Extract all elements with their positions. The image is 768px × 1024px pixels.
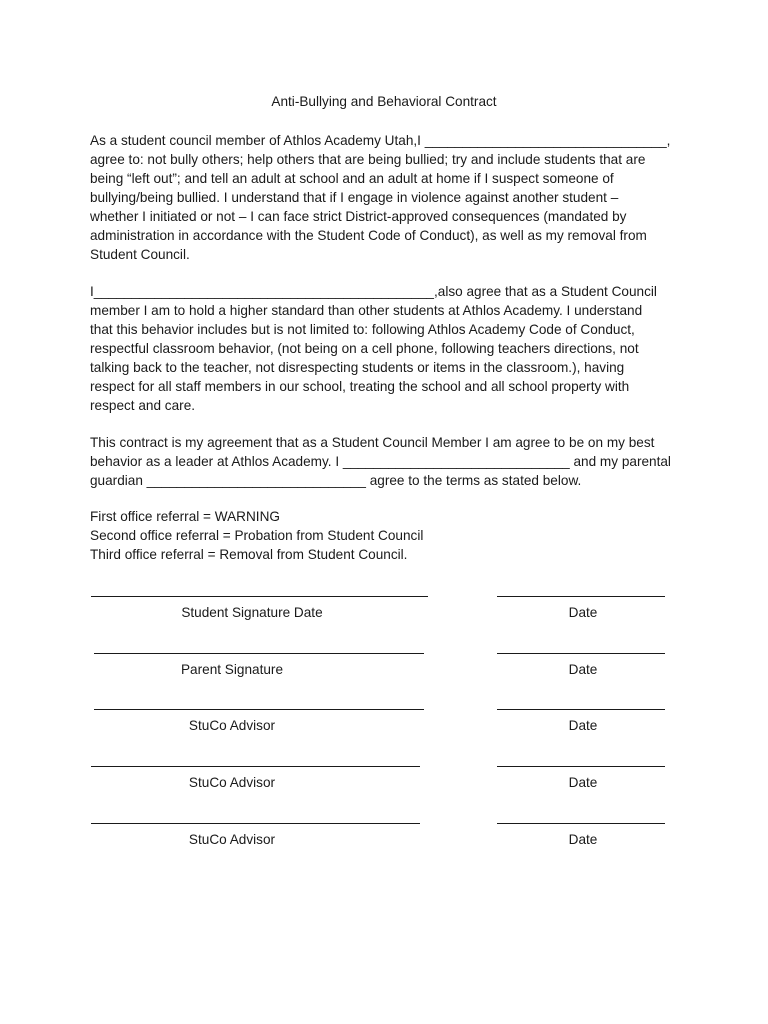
date-label: Date xyxy=(568,662,598,677)
signature-label: Parent Signature xyxy=(180,662,284,677)
text-line: I_____________________________________________,also agree that as a Student Council xyxy=(90,284,657,299)
date-line[interactable] xyxy=(497,823,665,824)
signature-label: StuCo Advisor xyxy=(188,718,276,733)
text-line: administration in accordance with the Student Code of Conduct), as well as my removal from xyxy=(90,228,647,243)
signature-label: Student Signature Date xyxy=(181,605,323,620)
date-line[interactable] xyxy=(497,766,665,767)
text-line: This contract is my agreement that as a Student Council Member I am agree to be on my best xyxy=(90,435,655,450)
signature-row-student xyxy=(0,596,768,636)
referral-list xyxy=(90,507,680,564)
date-line[interactable] xyxy=(497,596,665,597)
document-title: Anti-Bullying and Behavioral Contract xyxy=(271,94,497,109)
referral-item: Third office referral = Removal from Student Council. xyxy=(90,547,408,562)
text-line: being “left out”; and tell an adult at school and an adult at home if I suspect someone of xyxy=(90,171,614,186)
signature-line[interactable] xyxy=(91,823,420,824)
signature-line[interactable] xyxy=(94,653,424,654)
date-label: Date xyxy=(568,832,598,847)
text-line: guardian _____________________________ agree to the terms as stated below. xyxy=(90,473,582,488)
paragraph-standards xyxy=(90,282,680,415)
signature-line[interactable] xyxy=(94,709,424,710)
signature-row-advisor-2 xyxy=(0,766,768,806)
signature-label: StuCo Advisor xyxy=(188,832,276,847)
date-line[interactable] xyxy=(497,709,665,710)
text-line: respect for all staff members in our school, treating the school and all school property with xyxy=(90,379,630,394)
text-line: respect and care. xyxy=(90,398,196,413)
text-line: bullying/being bullied. I understand that if I engage in violence against another student – xyxy=(90,190,619,205)
signature-row-parent xyxy=(0,653,768,693)
signature-line[interactable] xyxy=(91,766,420,767)
text-line: respectful classroom behavior, (not being on a cell phone, following teachers directions, not xyxy=(90,341,639,356)
paragraph-agreement xyxy=(90,433,680,490)
signature-row-advisor-1 xyxy=(0,709,768,749)
paragraph-commitment xyxy=(90,131,680,264)
text-line: Student Council. xyxy=(90,247,190,262)
date-label: Date xyxy=(568,775,598,790)
signature-row-advisor-3 xyxy=(0,823,768,863)
text-line: behavior as a leader at Athlos Academy. I ______________________________ and my parental xyxy=(90,454,671,469)
referral-item: First office referral = WARNING xyxy=(90,509,280,524)
signature-line[interactable] xyxy=(91,596,428,597)
text-line: talking back to the teacher, not disrespecting students or items in the classroom.), having xyxy=(90,360,625,375)
text-line: As a student council member of Athlos Academy Utah,I ________________________________, xyxy=(90,133,671,148)
text-line: whether I initiated or not – I can face strict District-approved consequences (mandated by xyxy=(90,209,627,224)
text-line: agree to: not bully others; help others that are being bullied; try and include students that are xyxy=(90,152,646,167)
text-line: that this behavior includes but is not limited to: following Athlos Academy Code of Conduct, xyxy=(90,322,635,337)
date-label: Date xyxy=(568,605,598,620)
date-label: Date xyxy=(568,718,598,733)
text-line: member I am to hold a higher standard than other students at Athlos Academy. I understand xyxy=(90,303,643,318)
signature-label: StuCo Advisor xyxy=(188,775,276,790)
referral-item: Second office referral = Probation from Student Council xyxy=(90,528,424,543)
date-line[interactable] xyxy=(497,653,665,654)
